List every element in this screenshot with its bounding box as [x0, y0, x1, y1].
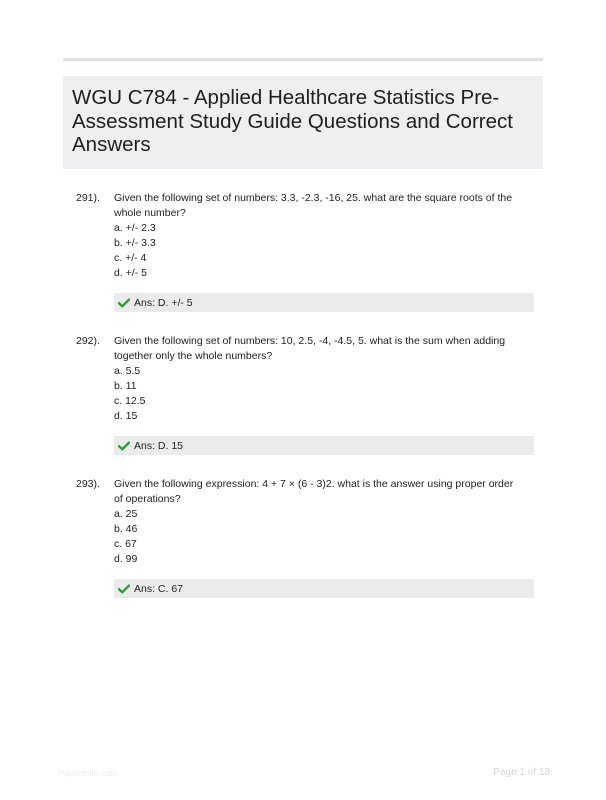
- question-list: [0, 191, 606, 620]
- question-body: [114, 477, 524, 567]
- question-text: Given the following set of numbers: 10, 2.5, -4, -4.5, 5. what is the sum when adding together only the whole numbers?: [114, 335, 506, 362]
- question-item: [0, 477, 606, 620]
- option-d: d. +/- 5: [114, 267, 147, 279]
- question-body: [114, 191, 524, 281]
- option-c: c. 12.5: [114, 395, 146, 407]
- option-b: b. +/- 3.3: [114, 237, 156, 249]
- option-a: a. 25: [114, 508, 138, 520]
- question-body: [114, 334, 524, 424]
- option-list: [114, 221, 524, 281]
- question-number: 292).: [76, 335, 100, 347]
- answer-box: [114, 579, 534, 598]
- option-d: d. 99: [114, 553, 138, 565]
- option-a: a. 5.5: [114, 365, 141, 377]
- option-list: [114, 507, 524, 567]
- checkmark-icon: [118, 298, 130, 308]
- option-d: d. 15: [114, 410, 138, 422]
- title-banner: [63, 76, 543, 169]
- question-item: [0, 191, 606, 334]
- question-text: Given the following set of numbers: 3.3, -2.3, -16, 25. what are the square roots of the whole number?: [114, 192, 513, 219]
- question-text: Given the following expression: 4 + 7 × (6 - 3)2. what is the answer using proper order of operations?: [114, 478, 514, 505]
- question-number: 293).: [76, 478, 100, 490]
- answer-text: Ans: C. 67: [134, 582, 184, 595]
- option-b: b. 11: [114, 380, 137, 392]
- checkmark-icon: [118, 584, 130, 594]
- option-list: [114, 364, 524, 424]
- document-title: WGU C784 - Applied Healthcare Statistics Pre-Assessment Study Guide Questions and Correct Answers: [72, 86, 513, 156]
- answer-text: Ans: D. 15: [134, 439, 184, 452]
- option-c: c. +/- 4: [114, 252, 147, 264]
- question-number: 291).: [76, 192, 100, 204]
- watermark-text: Paperfolio.com: [58, 768, 119, 778]
- option-c: c. 67: [114, 538, 137, 550]
- option-a: a. +/- 2.3: [114, 222, 156, 234]
- checkmark-icon: [118, 441, 130, 451]
- question-item: [0, 334, 606, 477]
- option-b: b. 46: [114, 523, 138, 535]
- page-number: Page 1 of 13: [493, 767, 550, 778]
- answer-box: [114, 293, 534, 312]
- answer-text: Ans: D. +/- 5: [134, 296, 193, 309]
- top-divider: [63, 58, 543, 61]
- answer-box: [114, 436, 534, 455]
